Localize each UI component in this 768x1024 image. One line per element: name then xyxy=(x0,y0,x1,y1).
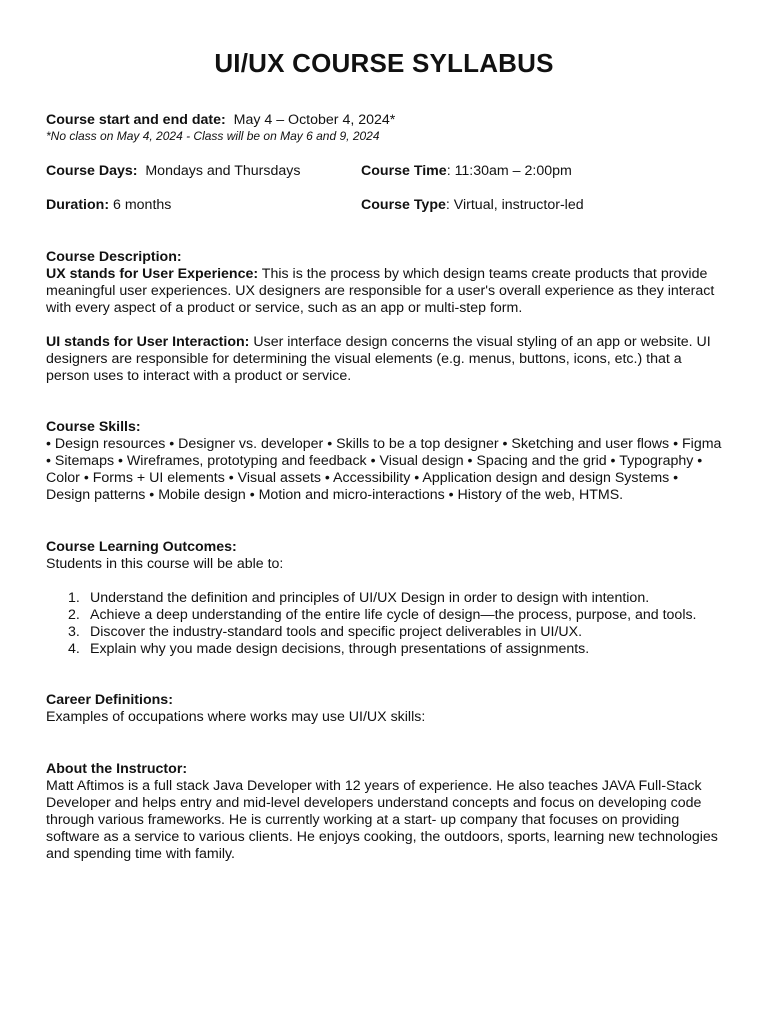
duration-value: 6 months xyxy=(113,197,172,213)
course-dates-value: May 4 – October 4, 2024* xyxy=(233,112,396,128)
ui-label: UI stands for User Interaction: xyxy=(46,334,250,350)
list-item xyxy=(46,641,726,658)
ux-text: This is the process by which design teams create products that provide meaningful user experiences. UX designers are responsible for a user's overall experience as they interact with every aspect of a product or service, such as an app or multi-step form. xyxy=(46,266,715,316)
course-days-time-row xyxy=(46,163,726,180)
outcomes-list-wrap xyxy=(46,590,726,658)
course-type-value: : Virtual, instructor-led xyxy=(445,197,584,213)
career-definitions xyxy=(46,692,726,726)
course-type-label: Course Type xyxy=(361,197,446,213)
course-type xyxy=(361,197,584,214)
duration-type-row xyxy=(46,197,726,214)
instructor-heading: About the Instructor: xyxy=(46,761,188,777)
learning-outcomes xyxy=(46,539,726,573)
page-title: UI/UX COURSE SYLLABUS xyxy=(214,48,554,78)
outcomes-intro: Students in this course will be able to: xyxy=(46,556,284,572)
course-skills xyxy=(46,419,726,504)
ux-label: UX stands for User Experience: xyxy=(46,266,259,282)
course-days xyxy=(46,163,300,180)
ux-paragraph xyxy=(46,266,726,317)
skills-heading: Course Skills: xyxy=(46,419,141,435)
list-item xyxy=(46,624,726,641)
course-time xyxy=(361,163,572,180)
skills-text: • Design resources • Designer vs. developer • Skills to be a top designer • Sketching and user flows • Figma • Sitemaps • Wireframes, prototyping and feedback • Visual design • Spacing and the grid • Typography • Color • Forms + UI elements • Visual assets • Accessibility • Application design and design Systems • Design patterns • Mobile design • Motion and micro-interactions • History of the web, HTMS. xyxy=(46,436,722,503)
list-item-number: 2. xyxy=(68,607,80,623)
list-item-text: Achieve a deep understanding of the entire life cycle of design—the process, purpose, and tools. xyxy=(90,607,697,623)
career-heading: Career Definitions: xyxy=(46,692,173,708)
instructor-text: Matt Aftimos is a full stack Java Developer with 12 years of experience. He also teaches JAVA Full-Stack Developer and helps entry and mid-level developers understand concepts and focus on developing code through various frameworks. He is currently working at a start- up company that focuses on providing software as a service to various clients. He enjoys cooking, the outdoors, sports, learning new technologies and spending time with family. xyxy=(46,778,718,862)
course-dates-note: *No class on May 4, 2024 - Class will be on May 6 and 9, 2024 xyxy=(46,129,380,143)
course-days-value: Mondays and Thursdays xyxy=(145,163,301,179)
course-duration xyxy=(46,197,171,214)
list-item-text: Discover the industry-standard tools and specific project deliverables in UI/UX. xyxy=(90,624,583,640)
course-dates-label: Course start and end date: xyxy=(46,112,226,128)
course-time-label: Course Time xyxy=(361,163,447,179)
course-description xyxy=(46,249,726,317)
ui-text: User interface design concerns the visual styling of an app or website. UI designers are responsible for determining the visual elements (e.g. menus, buttons, icons, etc.) that a person uses to interact with a product or service. xyxy=(46,334,711,384)
outcomes-heading: Course Learning Outcomes: xyxy=(46,539,237,555)
list-item-text: Understand the definition and principles of UI/UX Design in order to design with intention. xyxy=(90,590,650,606)
list-item-number: 4. xyxy=(68,641,80,657)
duration-label: Duration: xyxy=(46,197,110,213)
career-text: Examples of occupations where works may use UI/UX skills: xyxy=(46,709,426,725)
list-item-number: 1. xyxy=(68,590,80,606)
list-item xyxy=(46,590,726,607)
course-time-value: : 11:30am – 2:00pm xyxy=(446,163,572,179)
course-days-label: Course Days: xyxy=(46,163,138,179)
course-dates-line xyxy=(46,112,726,129)
list-item-number: 3. xyxy=(68,624,80,640)
about-instructor xyxy=(46,761,726,863)
ui-paragraph-text xyxy=(46,334,726,385)
list-item xyxy=(46,607,726,624)
outcomes-list xyxy=(46,590,726,658)
ui-paragraph xyxy=(46,334,726,385)
list-item-text: Explain why you made design decisions, through presentations of assignments. xyxy=(90,641,590,657)
description-heading: Course Description: xyxy=(46,249,182,265)
course-dates xyxy=(46,112,726,143)
